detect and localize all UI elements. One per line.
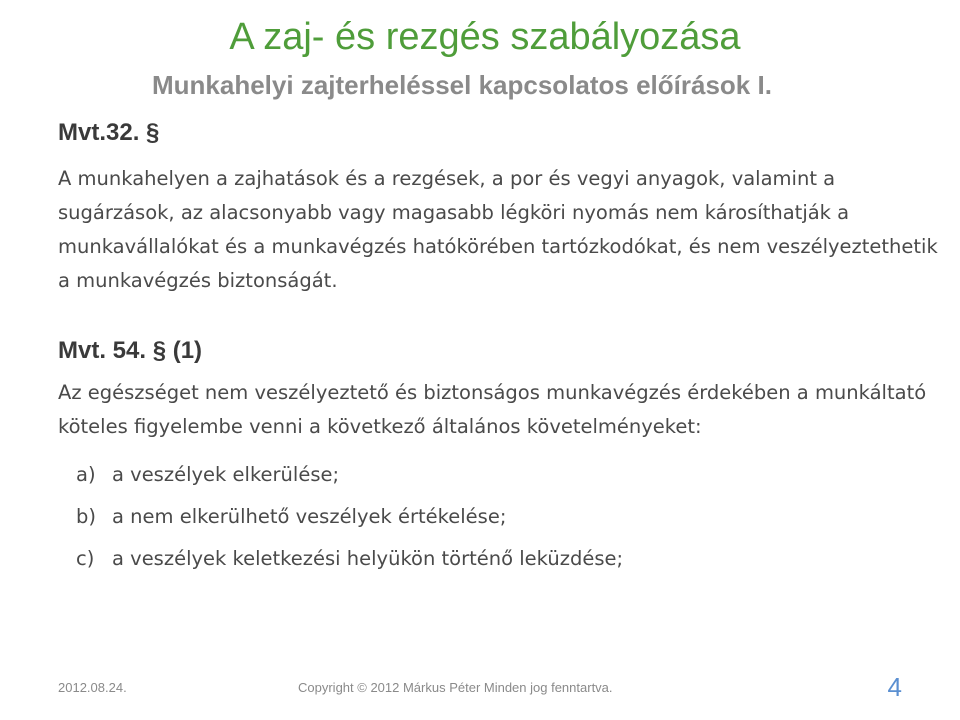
footer-date: 2012.08.24. bbox=[58, 680, 127, 695]
list-marker: a) bbox=[76, 463, 96, 486]
list-item-text: a veszélyek elkerülése; bbox=[112, 463, 340, 486]
list-item-text: a nem elkerülhető veszélyek értékelése; bbox=[112, 505, 507, 528]
list-marker: b) bbox=[76, 505, 96, 528]
list-marker: c) bbox=[76, 547, 95, 570]
footer-copyright: Copyright © 2012 Márkus Péter Minden jog fenntartva. bbox=[298, 680, 613, 695]
section-text-mvt54: Az egészséget nem veszélyeztető és biztonságos munkavégzés érdekében a munkáltató köteles figyelembe venni a következő általános követelményeket: bbox=[58, 381, 927, 438]
list-item bbox=[76, 454, 938, 496]
page-number: 4 bbox=[887, 672, 902, 702]
requirements-list bbox=[58, 454, 938, 580]
section-heading-mvt54: Mvt. 54. § (1) bbox=[58, 337, 203, 364]
slide-subtitle: Munkahelyi zajterheléssel kapcsolatos előírások I. bbox=[152, 70, 772, 100]
list-item-text: a veszélyek keletkezési helyükön történő leküzdése; bbox=[112, 547, 624, 570]
list-item bbox=[76, 496, 938, 538]
section-text-mvt32: A munkahelyen a zajhatások és a rezgések, a por és vegyi anyagok, valamint a sugárzások, az alacsonyabb vagy magasabb légköri nyomás nem károsíthatják a munkavállalókat és a munkavégzés hatókörében tartózkodókat, és nem veszélyeztethetik a munkavégzés biztonságát. bbox=[58, 167, 938, 292]
slide-body bbox=[58, 118, 938, 580]
section-heading-mvt32: Mvt.32. § bbox=[58, 119, 160, 146]
list-item bbox=[76, 538, 938, 580]
slide-title: A zaj- és rezgés szabályozása bbox=[229, 16, 741, 58]
